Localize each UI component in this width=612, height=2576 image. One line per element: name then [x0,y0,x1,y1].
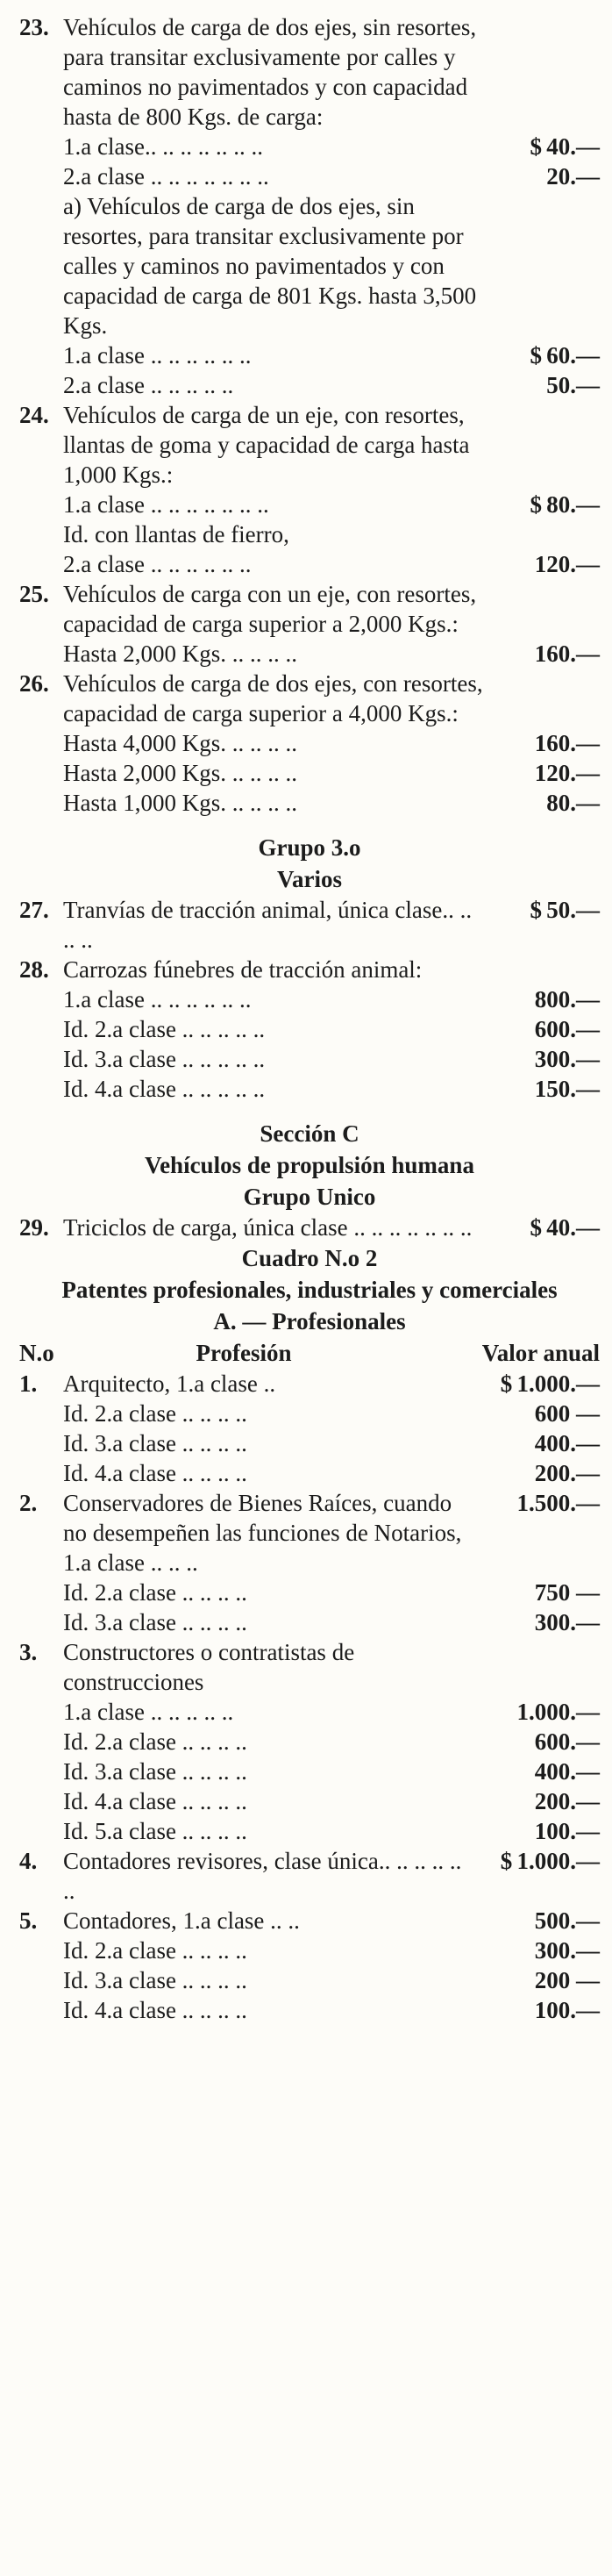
item-row [19,549,600,579]
cuadro-heading: Cuadro N.o 2 [241,1245,378,1271]
vehiculos-heading: Vehículos de propulsión humana [145,1152,474,1178]
patentes-heading: Patentes profesionales, industriales y comerciales [61,1277,558,1303]
entries-list [19,1369,600,2025]
entry-value: 600 — [534,1400,600,1427]
entry-text: Constructores o contratistas de construcciones [63,1639,355,1695]
entry-text: Conservadores de Bienes Raíces, cuando no desempeñen las funciones de Notarios, 1.a clase .. .. .. [63,1490,462,1576]
item-text: Hasta 2,000 Kgs. .. .. .. .. [63,760,297,786]
item-row [19,490,600,519]
table-row [19,1846,600,1906]
entry-value: $ 1.000.— [500,1848,600,1874]
item-text: 1.a clase .. .. .. .. .. .. .. [63,491,269,518]
table-row [19,1369,600,1399]
entry-text: Id. 2.a clase .. .. .. .. [63,1579,247,1606]
entry-value: $ 1.000.— [500,1370,600,1397]
item-number: 23. [19,14,49,40]
entry-text: Contadores, 1.a clase .. .. [63,1907,300,1934]
item-price: 150.— [534,1076,600,1102]
grupo-3-heading: Grupo 3.o [258,834,361,861]
item-price: 120.— [534,551,600,577]
item-text: Hasta 1,000 Kgs. .. .. .. .. [63,790,297,816]
item-price: 300.— [534,1046,600,1072]
item-row [19,12,600,132]
entry-number: 5. [19,1907,38,1934]
table-row [19,1488,600,1578]
seccion-c-heading: Sección C [260,1120,359,1147]
item-text: Triciclos de carga, única clase .. .. .. .. .. .. .. [63,1214,473,1241]
item-price: 50.— [546,372,600,398]
item-number: 25. [19,581,49,607]
table-row [19,1727,600,1757]
entry-text: Id. 2.a clase .. .. .. .. [63,1400,247,1427]
items-section-3 [19,1213,600,1242]
item-row [19,1213,600,1242]
entry-number: 4. [19,1848,38,1874]
item-price: 600.— [534,1016,600,1042]
entry-text: Id. 4.a clase .. .. .. .. [63,1460,247,1486]
item-price: $ 50.— [530,897,600,923]
item-price: 160.— [534,730,600,756]
item-text: Vehículos de carga de dos ejes, con resortes, capacidad de carga superior a 4,000 Kgs.: [63,670,483,726]
item-text: Hasta 4,000 Kgs. .. .. .. .. [63,730,297,756]
entry-text: Id. 4.a clase .. .. .. .. [63,1997,247,2023]
table-row [19,1637,600,1697]
entry-text: 1.a clase .. .. .. .. .. [63,1699,234,1725]
item-number: 24. [19,402,49,428]
item-text: a) Vehículos de carga de dos ejes, sin resortes, para transitar exclusivamente por calles y caminos no pavimentados y con capacidad de carga de 801 Kgs. hasta 3,500 Kgs. [63,193,477,339]
grupo-unico-heading: Grupo Unico [243,1184,376,1210]
entry-text: Id. 5.a clase .. .. .. .. [63,1818,247,1844]
table-row [19,1607,600,1637]
entry-value: 200 — [534,1967,600,1993]
item-price: 20.— [546,163,600,190]
item-text: 2.a clase .. .. .. .. .. .. [63,551,252,577]
item-text: 1.a clase .. .. .. .. .. .. [63,986,252,1013]
entry-value: 1.000.— [516,1699,600,1725]
table-row [19,1578,600,1607]
item-row [19,132,600,161]
item-number: 27. [19,897,49,923]
entry-value: 100.— [534,1818,600,1844]
table-row [19,1786,600,1816]
entry-text: Contadores revisores, clase única.. .. .. .. .. .. [63,1848,462,1904]
table-row [19,1816,600,1846]
item-text: Vehículos de carga de dos ejes, sin resortes, para transitar exclusivamente por calles y caminos no pavimentados y con capacidad hasta de 800 Kgs. de carga: [63,14,477,130]
column-value: Valor anual [481,1340,600,1366]
item-row [19,788,600,818]
item-number: 29. [19,1214,49,1241]
item-row [19,370,600,400]
column-profession: Profesión [196,1340,292,1366]
table-row [19,1965,600,1995]
entry-text: Id. 3.a clase .. .. .. .. [63,1609,247,1635]
entry-number: 1. [19,1370,38,1397]
table-header [19,1337,600,1369]
item-text: 2.a clase .. .. .. .. .. [63,372,234,398]
item-price: $ 40.— [530,133,600,160]
item-row [19,1074,600,1104]
item-row [19,191,600,340]
table-row [19,1906,600,1936]
item-text: Tranvías de tracción animal, única clase.. .. .. .. [63,897,473,953]
item-price: $ 80.— [530,491,600,518]
item-text: Id. con llantas de fierro, [63,521,289,547]
table-row [19,1936,600,1965]
column-number: N.o [19,1340,54,1366]
table-row [19,1757,600,1786]
item-row [19,579,600,639]
entry-value: 400.— [534,1758,600,1785]
item-row [19,340,600,370]
item-row [19,400,600,490]
table-row [19,1697,600,1727]
entry-value: 500.— [534,1907,600,1934]
entry-value: 400.— [534,1430,600,1456]
item-row [19,955,600,984]
item-row [19,728,600,758]
item-text: 1.a clase .. .. .. .. .. .. [63,342,252,369]
item-text: Vehículos de carga con un eje, con resortes, capacidad de carga superior a 2,000 Kgs.: [63,581,477,637]
items-section-1 [19,12,600,818]
table-row [19,1399,600,1428]
item-row [19,895,600,955]
table-row [19,1458,600,1488]
item-text: Carrozas fúnebres de tracción animal: [63,956,423,983]
entry-value: 200.— [534,1460,600,1486]
item-price: 160.— [534,640,600,667]
items-section-2 [19,895,600,1104]
varios-heading: Varios [276,866,342,892]
item-row [19,639,600,669]
entry-text: Id. 3.a clase .. .. .. .. [63,1430,247,1456]
item-text: Id. 3.a clase .. .. .. .. .. [63,1046,266,1072]
item-row [19,161,600,191]
table-row [19,1995,600,2025]
item-number: 28. [19,956,49,983]
entry-text: Id. 3.a clase .. .. .. .. [63,1758,247,1785]
item-text: Id. 2.a clase .. .. .. .. .. [63,1016,266,1042]
item-price: 120.— [534,760,600,786]
item-text: Id. 4.a clase .. .. .. .. .. [63,1076,266,1102]
item-text: Vehículos de carga de un eje, con resortes, llantas de goma y capacidad de carga hasta 1,000 Kgs.: [63,402,470,488]
item-row [19,1014,600,1044]
item-price: $ 40.— [530,1214,600,1241]
entry-text: Id. 4.a clase .. .. .. .. [63,1788,247,1814]
item-row [19,669,600,728]
table-row [19,1428,600,1458]
item-row [19,758,600,788]
item-price: 80.— [546,790,600,816]
profesionales-heading: A. — Profesionales [213,1308,406,1335]
item-text: Hasta 2,000 Kgs. .. .. .. .. [63,640,297,667]
entry-value: 600.— [534,1728,600,1755]
entry-text: Arquitecto, 1.a clase .. [63,1370,276,1397]
entry-value: 200.— [534,1788,600,1814]
entry-text: Id. 2.a clase .. .. .. .. [63,1728,247,1755]
item-number: 26. [19,670,49,697]
item-row [19,1044,600,1074]
entry-value: 300.— [534,1609,600,1635]
item-text: 2.a clase .. .. .. .. .. .. .. [63,163,269,190]
entry-text: Id. 2.a clase .. .. .. .. [63,1937,247,1964]
item-price: 800.— [534,986,600,1013]
entry-value: 300.— [534,1937,600,1964]
entry-number: 2. [19,1490,38,1516]
item-text: 1.a clase.. .. .. .. .. .. .. [63,133,263,160]
item-row [19,519,600,549]
entry-number: 3. [19,1639,38,1665]
entry-value: 100.— [534,1997,600,2023]
entry-value [468,1637,600,1667]
item-price: $ 60.— [530,342,600,369]
entry-text: Id. 3.a clase .. .. .. .. [63,1967,247,1993]
entry-value: 750 — [534,1579,600,1606]
item-row [19,984,600,1014]
entry-value: 1.500.— [516,1490,600,1516]
